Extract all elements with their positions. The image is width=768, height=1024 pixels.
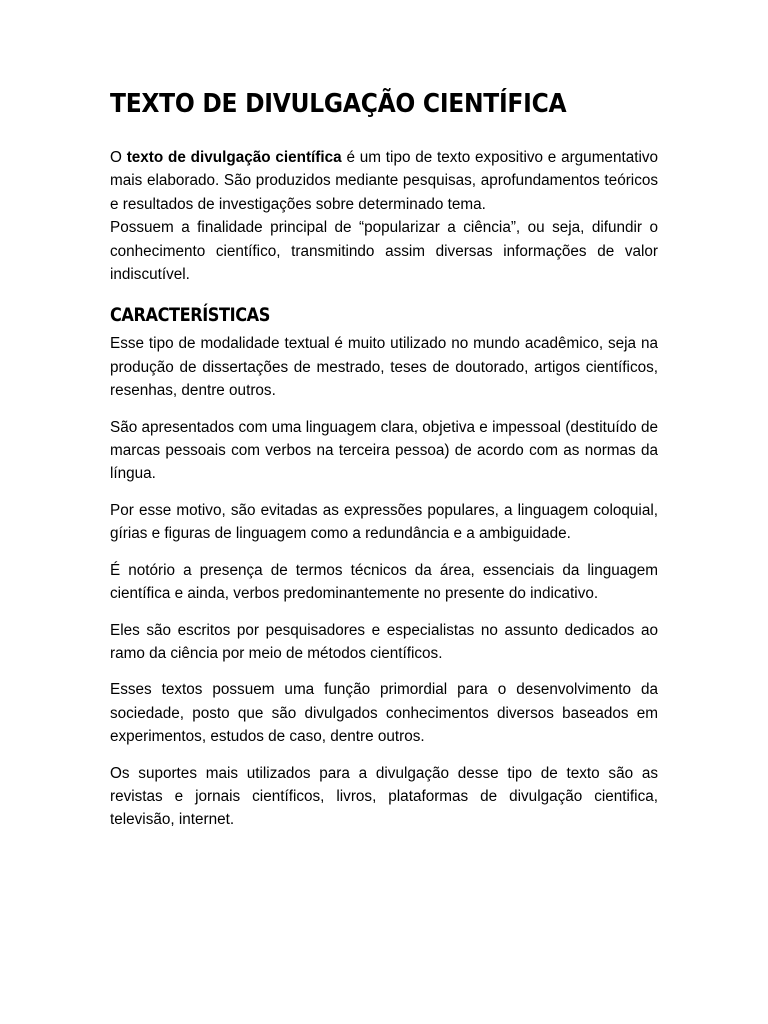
intro-paragraph-2: Possuem a finalidade principal de “popularizar a ciência”, ou seja, difundir o conhecimento científico, transmitindo assim diversas informações de valor indiscutível.	[110, 219, 658, 284]
intro-lead: O	[110, 149, 122, 166]
paragraph-6: Esses textos possuem uma função primordial para o desenvolvimento da sociedade, posto que são divulgados conhecimentos diversos baseados em experimentos, estudos de caso, dentre outros.	[110, 681, 658, 746]
paragraph-5: Eles são escritos por pesquisadores e especialistas no assunto dedicados ao ramo da ciência por meio de métodos científicos.	[110, 621, 658, 662]
paragraph-7: Os suportes mais utilizados para a divulgação desse tipo de texto são as revistas e jornais científicos, livros, plataformas de divulgação cientifica, televisão, internet.	[110, 764, 658, 829]
intro-term: texto de divulgação científica	[126, 149, 342, 166]
intro-rest: é um tipo de texto expositivo e argumentativo mais elaborado. São produzidos mediante pesquisas, aprofundamentos teóricos e resultados de investigações sobre determinado tema.	[110, 149, 659, 213]
paragraph-1: Esse tipo de modalidade textual é muito utilizado no mundo acadêmico, seja na produção de dissertações de mestrado, teses de doutorado, artigos científicos, resenhas, dentre outros.	[110, 335, 658, 400]
section-heading: CARACTERÍSTICAS	[110, 304, 270, 327]
paragraph-4: É notório a presença de termos técnicos da área, essenciais da linguagem científica e ainda, verbos predominantemente no presente do indicativo.	[110, 561, 658, 603]
document-title: TEXTO DE DIVULGAÇÃO CIENTÍFICA	[110, 89, 567, 119]
intro-paragraph	[110, 146, 658, 216]
paragraph-3: Por esse motivo, são evitadas as expressões populares, a linguagem coloquial, gírias e figuras de linguagem como a redundância e a ambiguidade.	[110, 501, 658, 543]
document-page	[110, 84, 658, 832]
paragraph-2: São apresentados com uma linguagem clara, objetiva e impessoal (destituído de marcas pessoais com verbos na terceira pessoa) de acordo com as normas da língua.	[110, 418, 658, 483]
